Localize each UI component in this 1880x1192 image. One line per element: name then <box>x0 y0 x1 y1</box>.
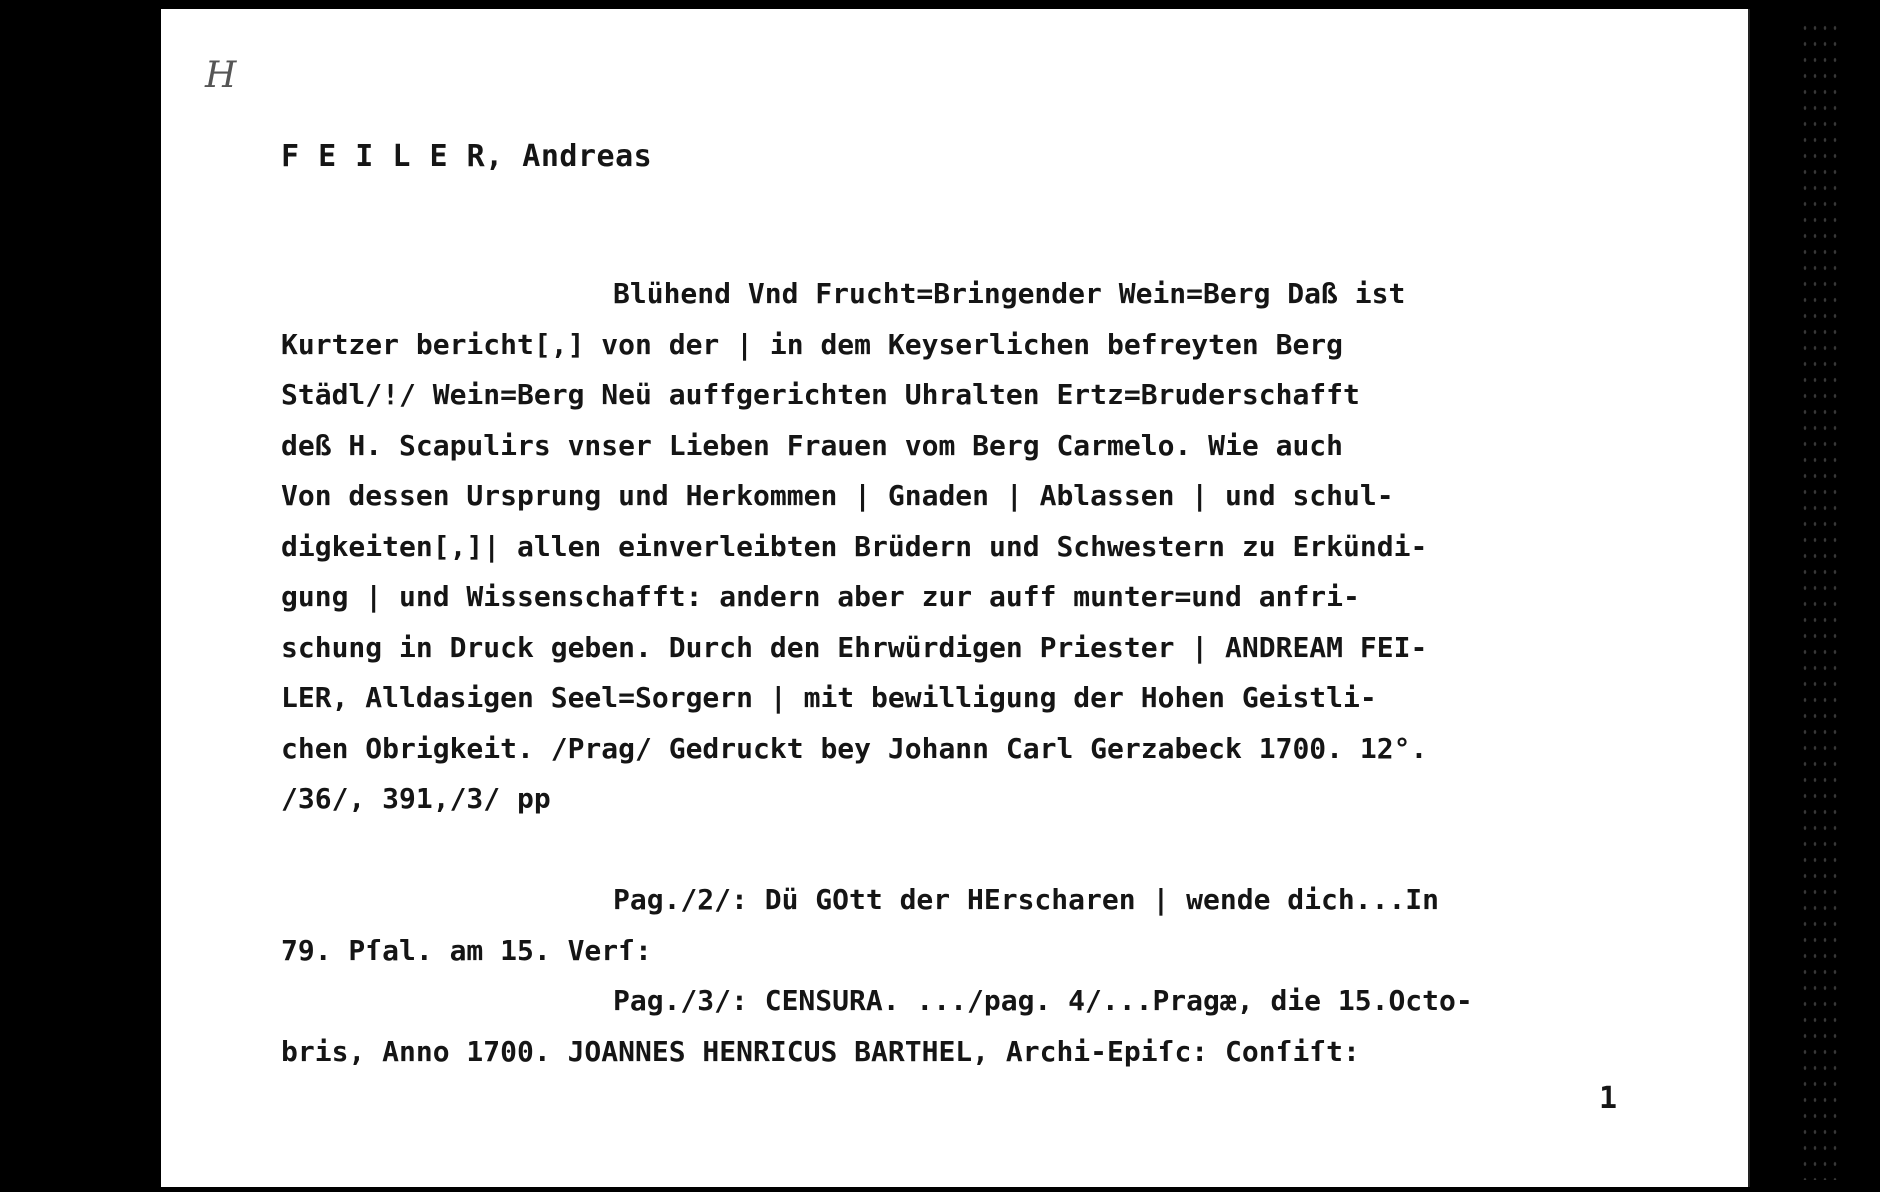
author-heading: F E I L E R, Andreas <box>281 139 653 174</box>
note-line: 79. Pſal. am 15. Verſ: <box>281 933 652 967</box>
entry-line: LER, Alldasigen Seel=Sorgern | mit bewilligung der Hohen Geistli- <box>281 681 1377 714</box>
entry-line: Blühend Vnd Frucht=Bringender Wein=Berg Daß ist <box>613 277 1406 310</box>
entry-line: deß H. Scapulirs vnser Lieben Frauen vom Berg Carmelo. Wie auch <box>281 428 1344 462</box>
entry-line: digkeiten[,]| allen einverleibten Brüdern und Schwestern zu Erkündi- <box>281 529 1428 563</box>
entry-text <box>281 269 1721 1077</box>
note-line: bris, Anno 1700. JOANNES HENRICUS BARTHEL, Archi-Epiſc: Conſiſt: <box>281 1034 1360 1068</box>
entry-line: Von dessen Ursprung und Herkommen | Gnaden | Ablassen | und schul- <box>281 479 1394 512</box>
page-number: 1 <box>1599 1081 1618 1116</box>
spacer-line <box>281 825 1721 876</box>
catalog-card <box>161 9 1750 1187</box>
entry-line: Städl/!/ Wein=Berg Neü auffgerichten Uhralten Ertz=Bruderschafft <box>281 378 1360 411</box>
corner-mark: H <box>205 55 237 96</box>
entry-line: /36/, 391,/3/ pp <box>281 782 551 815</box>
entry-line: gung | und Wissenschafft: andern aber zur auff munter=und anfri- <box>281 580 1360 613</box>
note-line: Pag./3/: CENSURA. .../pag. 4/...Pragæ, die 15.Octo- <box>613 984 1473 1017</box>
entry-line: schung in Druck geben. Durch den Ehrwürdigen Priester | ANDREAM FEI- <box>281 630 1428 664</box>
entry-line: chen Obrigkeit. /Prag/ Gedruckt bey Johann Carl Gerzabeck 1700. 12°. <box>281 731 1428 765</box>
card-content <box>161 9 1748 1187</box>
film-edge-marks <box>1800 20 1840 1180</box>
entry-line: Kurtzer bericht[,] von der | in dem Keyserlichen befreyten Berg <box>281 327 1344 361</box>
note-line: Pag./2/: Dü GOtt der HErscharen | wende dich...In <box>613 883 1440 916</box>
